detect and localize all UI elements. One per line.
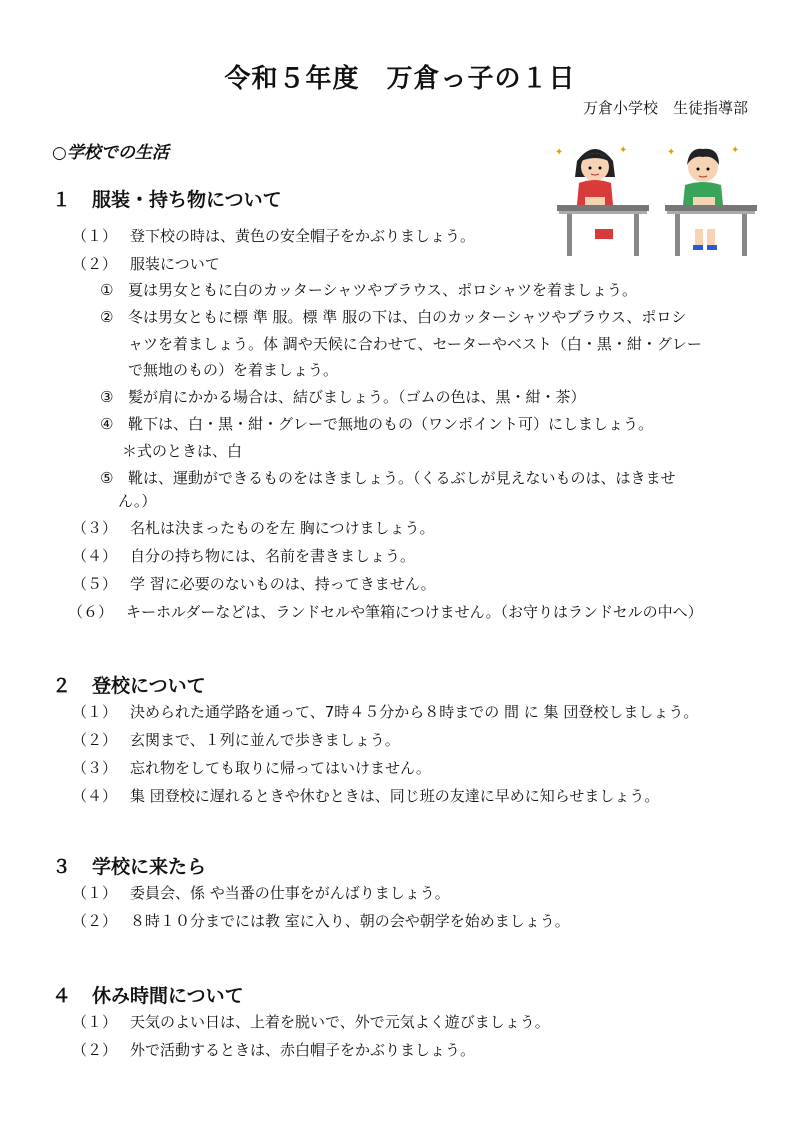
section-1-heading [52,185,282,212]
item-number: （１） [72,703,118,721]
item-number: （２） [72,1041,118,1059]
svg-text:✦: ✦ [555,147,564,158]
sub-item-number: ④ [100,415,114,433]
item-text: 委員会、係 や当番の仕事をがんばりましょう。 [130,884,450,902]
item-text: 登下校の時は、黄色の安全帽子をかぶりましょう。 [130,227,476,245]
item-number: （２） [72,912,118,930]
item-number: （２） [72,731,118,749]
girl-student-figure [575,149,615,205]
item-number: （１） [72,1013,118,1031]
section-1-number: １ [52,189,72,211]
s1-item-4 [72,546,415,566]
sub-item-text: 靴は、運動ができるものをはきましょう。（くるぶしが見えないものは、はきませ [128,469,676,487]
item-number: （２） [72,255,118,273]
s1-item-1 [72,226,475,246]
sub-item-number: ① [100,281,114,299]
svg-text:✦: ✦ [731,145,740,156]
s1-sub-item-2 [100,307,686,327]
item-text: 決められた通学路を通って、7時４５分から８時までの 間 に 集 団登校しましょう。 [130,703,699,721]
section-2-heading [52,671,206,698]
s1-item-2 [72,254,220,274]
s1-sub-item-2-cont: ャツを着ましょう。体 調や天候に合わせて、セーターやベスト（白・黒・紺・グレー [128,335,702,353]
item-number: （４） [72,547,118,565]
s2-item-4 [72,786,659,806]
item-number: （３） [72,759,118,777]
section-heading: ○学校での生活 [52,143,169,163]
s3-item-2 [72,911,570,931]
item-text: 服装について [130,255,220,273]
author-line: 万倉小学校 生徒指導部 [582,99,748,117]
s1-sub-item-1 [100,280,637,300]
sub-item-text: 夏は男女ともに白のカッターシャツやブラウス、ポロシャツを着ましょう。 [128,281,637,299]
s4-item-2 [72,1040,475,1060]
s3-item-1 [72,883,450,903]
sub-item-number: ② [100,308,114,326]
item-number: （６） [68,603,114,621]
section-2-number: ２ [52,675,72,697]
s1-sub-item-4-note: ＊式のときは、白 [122,442,243,460]
section-1-title: 服装・持ち物について [92,189,282,211]
s1-sub-item-3 [100,387,586,407]
item-text: 学 習に必要のないものは、持ってきません。 [130,575,436,593]
item-text: 玄関まで、１列に並んで歩きましょう。 [130,731,400,749]
s1-sub-item-5 [100,468,676,488]
item-number: （５） [72,575,118,593]
item-text: 自分の持ち物には、名前を書きましょう。 [130,547,416,565]
item-number: （３） [72,519,118,537]
item-number: （１） [72,884,118,902]
boy-student-figure [683,149,723,205]
item-text: キーホルダーなどは、ランドセルや筆箱につけません。（お守りはランドセルの中へ） [126,603,703,621]
section-2-title: 登校について [92,675,206,697]
s2-item-3 [72,758,431,778]
section-3-heading [52,852,206,879]
item-text: 忘れ物をしても取りに帰ってはいけません。 [130,759,431,777]
item-text: 外で活動するときは、赤白帽子をかぶりましょう。 [130,1041,476,1059]
s2-item-1 [72,702,698,722]
sub-item-text: 靴下は、白・黒・紺・グレーで無地のもの（ワンポイント可）にしましょう。 [128,415,654,433]
s1-sub-item-4 [100,414,653,434]
item-number: （４） [72,787,118,805]
item-number: （１） [72,227,118,245]
sub-item-number: ③ [100,388,114,406]
item-text: ８時１０分までには教 室に入り、朝の会や朝学を始めましょう。 [130,912,570,930]
svg-text:✦: ✦ [667,147,676,158]
s1-item-6 [68,602,703,622]
section-4-title: 休み時間について [92,985,244,1007]
s4-item-1 [72,1012,550,1032]
section-3-number: ３ [52,856,72,878]
item-text: 名札は決まったものを左 胸につけましょう。 [130,519,435,537]
section-4-number: ４ [52,985,72,1007]
s1-sub-item-2-cont2: で無地のもの）を着ましょう。 [128,361,339,379]
s1-sub-item-5-cont: ん。） [118,492,157,510]
s1-item-5 [72,574,436,594]
page-title: 令和５年度 万倉っ子の１日 [224,64,576,94]
sub-item-text: 髪が肩にかかる場合は、結びましょう。（ゴムの色は、黒・紺・茶） [128,388,586,406]
sub-item-text: 冬は男女ともに標 準 服。標 準 服の下は、白のカッターシャツやブラウス、ポロシ [128,308,687,326]
section-3-title: 学校に来たら [92,856,207,878]
students-at-desks-illustration [555,133,760,258]
item-text: 天気のよい日は、上着を脱いで、外で元気よく遊びましょう。 [130,1013,550,1031]
item-text: 集 団登校に遅れるときや休むときは、同じ班の友達に早めに知らせましょう。 [130,787,660,805]
s1-item-3 [72,518,434,538]
svg-text:✦: ✦ [619,145,628,156]
s2-item-2 [72,730,400,750]
section-4-heading [52,981,244,1008]
sub-item-number: ⑤ [100,469,114,487]
